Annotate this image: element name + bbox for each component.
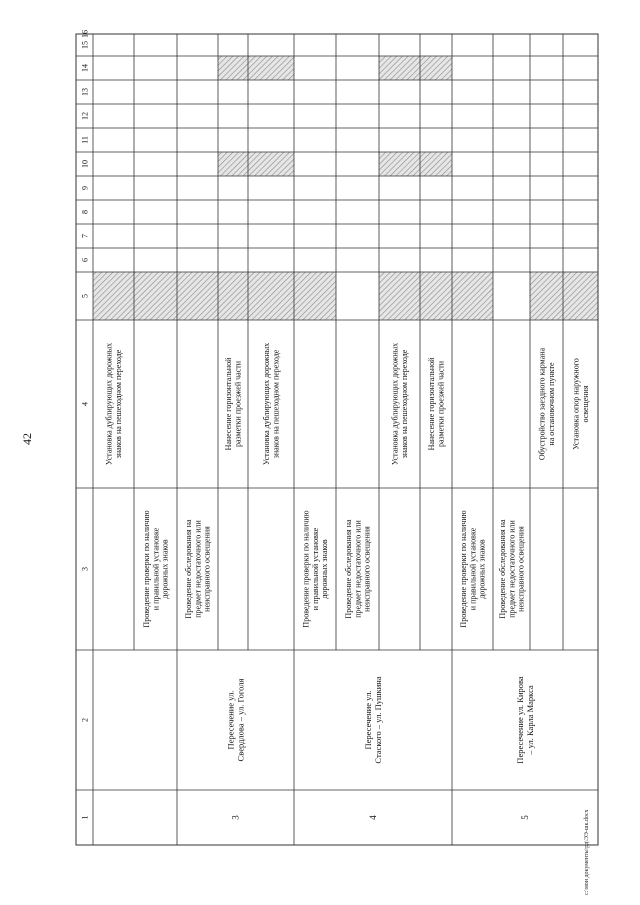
column-header: 12 bbox=[80, 112, 90, 120]
measure-text: Проведение обследования напредмет недостаточного илинеисправного освещения bbox=[498, 519, 526, 619]
shaded-period-cell bbox=[218, 152, 248, 176]
shaded-period-cell bbox=[134, 272, 177, 320]
action-text: Установка дублирующих дорожныхзнаков на пешеходном переходе bbox=[104, 342, 123, 466]
shaded-period-cell bbox=[420, 152, 452, 176]
item-number: 3 bbox=[230, 815, 241, 820]
action-text: Установка дублирующих дорожныхзнаков на пешеходном переходе bbox=[262, 342, 281, 466]
column-header: 5 bbox=[80, 294, 90, 298]
shaded-period-cell bbox=[530, 272, 563, 320]
column-header: 9 bbox=[80, 186, 90, 190]
column-header: 15 bbox=[80, 41, 90, 49]
page-number: 42 bbox=[20, 433, 34, 445]
column-header: 14 bbox=[80, 64, 90, 72]
shaded-period-cell bbox=[248, 56, 294, 80]
shaded-period-cell bbox=[379, 152, 420, 176]
shaded-period-cell bbox=[248, 272, 294, 320]
column-header: 7 bbox=[80, 234, 90, 238]
action-text: Нанесение горизонтальнойразметки проезжей части bbox=[427, 357, 446, 451]
measure-text: Проведение проверки по наличиюи правильной установкедорожных знаков bbox=[142, 510, 170, 628]
shaded-period-cell bbox=[420, 272, 452, 320]
footer-file-path: c:\мои документы\рд\ЭЭ-шк.docx bbox=[584, 809, 590, 895]
shaded-period-cell bbox=[379, 272, 420, 320]
shaded-period-cell bbox=[93, 272, 134, 320]
shaded-period-cell bbox=[218, 56, 248, 80]
column-header: 16 bbox=[80, 30, 90, 38]
column-header: 4 bbox=[80, 402, 90, 406]
shaded-period-cell bbox=[563, 272, 598, 320]
shaded-period-cell bbox=[248, 152, 294, 176]
shaded-period-cell bbox=[177, 272, 218, 320]
intersection-name: Пересечение ул.Стаского – ул. Пушкина bbox=[363, 676, 383, 764]
shaded-period-cell bbox=[379, 56, 420, 80]
measure-text: Проведение проверки по наличиюи правильной установкедорожных знаков bbox=[459, 510, 487, 628]
column-header: 10 bbox=[80, 160, 90, 168]
measure-text: Проведение обследования напредмет недостаточного илинеисправного освещения bbox=[184, 519, 212, 619]
item-number: 4 bbox=[368, 815, 379, 820]
intersection-name: Пересечение ул.Свердлова – ул. Гоголя bbox=[225, 678, 246, 762]
action-text: Обустройство заездного карманана остановочном пункте bbox=[537, 347, 556, 461]
column-header: 11 bbox=[80, 136, 90, 144]
shaded-period-cell bbox=[294, 272, 336, 320]
measure-text: Проведение обследования напредмет недостаточного илинеисправного освещения bbox=[344, 519, 372, 619]
shaded-period-cell bbox=[452, 272, 493, 320]
column-header: 13 bbox=[80, 88, 90, 96]
measure-text: Проведение проверки по наличиюи правильной установкедорожных знаков bbox=[301, 510, 329, 628]
column-header: 1 bbox=[80, 815, 90, 820]
shaded-period-cell bbox=[420, 56, 452, 80]
shaded-period-cell bbox=[218, 272, 248, 320]
column-header: 6 bbox=[80, 258, 90, 262]
action-text: Установка дублирующих дорожныхзнаков на пешеходном переходе bbox=[390, 342, 409, 466]
column-header: 3 bbox=[80, 567, 90, 571]
intersection-name: Пересечение ул. Кирова– ул. Карла Маркса bbox=[515, 676, 535, 764]
action-text: Нанесение горизонтальнойразметки проезжей части bbox=[224, 357, 243, 451]
column-header: 2 bbox=[80, 718, 90, 722]
action-text: Установка опор наружногоосвещения bbox=[571, 358, 590, 450]
column-header: 8 bbox=[80, 210, 90, 214]
item-number: 5 bbox=[520, 815, 531, 820]
